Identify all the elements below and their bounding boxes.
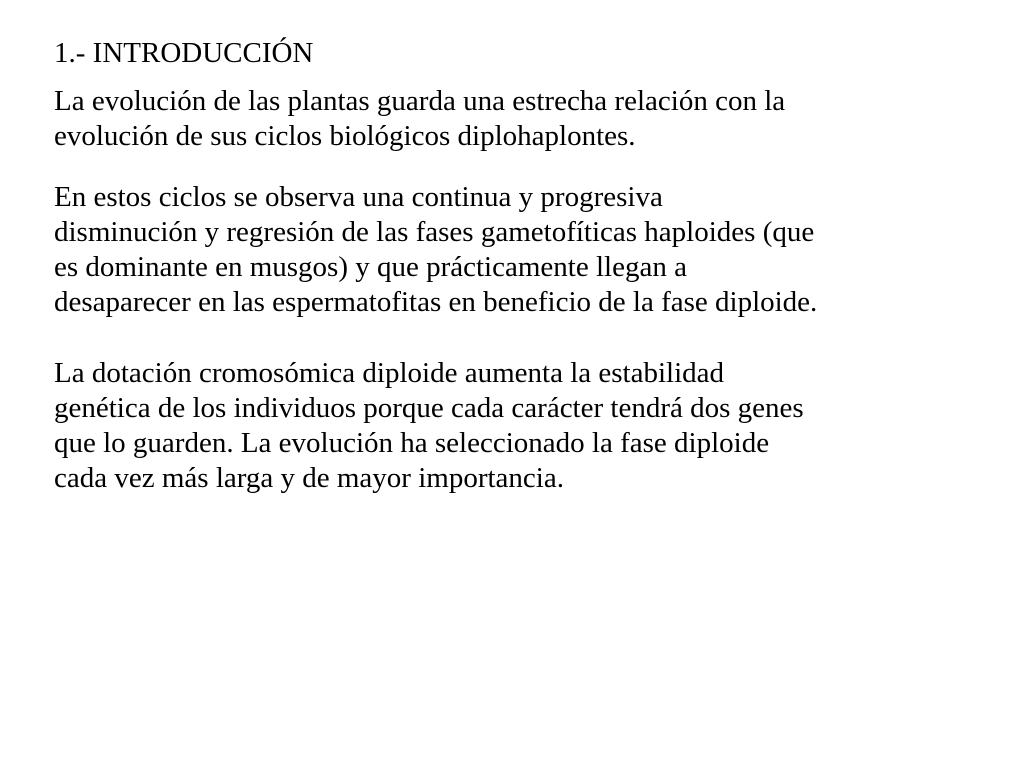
paragraph-1: La evolución de las plantas guarda una estrecha relación con la evolución de sus ciclos biológicos diplohaplontes. — [54, 85, 786, 152]
slide-title: 1.- INTRODUCCIÓN — [54, 37, 314, 69]
paragraph-2: En estos ciclos se observa una continua y progresiva disminución y regresión de las fases gametofíticas haploides (que es dominante en musgos) y que prácticamente llegan a desaparecer en las espermatofitas en beneficio de la fase diploide. — [54, 181, 818, 318]
paragraph-3: La dotación cromosómica diploide aumenta la estabilidad genética de los individuos porque cada carácter tendrá dos genes que lo guarden. La evolución ha seleccionado la fase diploide cada vez más larga y de mayor importancia. — [54, 357, 804, 494]
